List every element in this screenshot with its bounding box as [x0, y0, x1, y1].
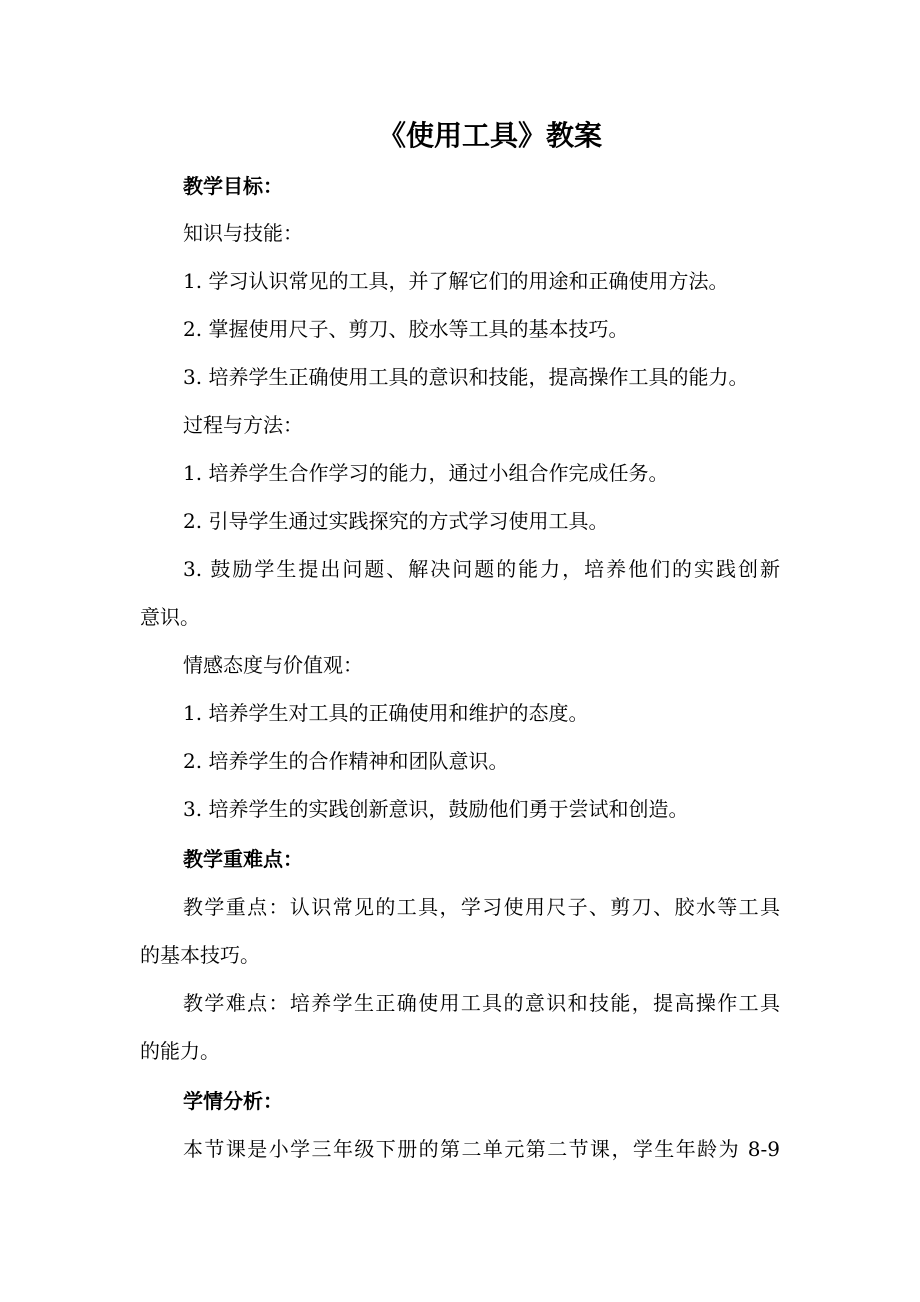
- list-item-continuation: 意识。: [140, 605, 200, 629]
- list-item: 1. 培养学生合作学习的能力，通过小组合作完成任务。: [183, 461, 669, 485]
- paragraph-analysis: 本节课是小学三年级下册的第二单元第二节课，学生年龄为 8-9: [183, 1137, 780, 1161]
- list-item: 3. 培养学生正确使用工具的意识和技能，提高操作工具的能力。: [183, 365, 749, 389]
- document-title: 《使用工具》教案: [377, 119, 602, 152]
- subheading-process: 过程与方法：: [183, 413, 303, 437]
- paragraph-difficulty-continuation: 的能力。: [140, 1039, 220, 1063]
- list-item: 3. 培养学生的实践创新意识，鼓励他们勇于尝试和创造。: [183, 797, 689, 821]
- section-heading-analysis: 学情分析：: [183, 1089, 283, 1113]
- paragraph-key-point-continuation: 的基本技巧。: [140, 943, 260, 967]
- list-item: 1. 学习认识常见的工具，并了解它们的用途和正确使用方法。: [183, 269, 729, 293]
- list-item: 2. 培养学生的合作精神和团队意识。: [183, 749, 509, 773]
- subheading-emotion: 情感态度与价值观：: [183, 653, 363, 677]
- section-heading-objectives: 教学目标：: [183, 174, 283, 198]
- subheading-knowledge: 知识与技能：: [183, 221, 303, 245]
- section-heading-key-points: 教学重难点：: [183, 847, 303, 871]
- list-item: 3. 鼓励学生提出问题、解决问题的能力，培养他们的实践创新: [183, 557, 780, 581]
- list-item: 2. 掌握使用尺子、剪刀、胶水等工具的基本技巧。: [183, 317, 629, 341]
- paragraph-key-point: 教学重点：认识常见的工具，学习使用尺子、剪刀、胶水等工具: [183, 895, 780, 919]
- list-item: 1. 培养学生对工具的正确使用和维护的态度。: [183, 701, 589, 725]
- paragraph-difficulty: 教学难点：培养学生正确使用工具的意识和技能，提高操作工具: [183, 991, 780, 1015]
- list-item: 2. 引导学生通过实践探究的方式学习使用工具。: [183, 509, 609, 533]
